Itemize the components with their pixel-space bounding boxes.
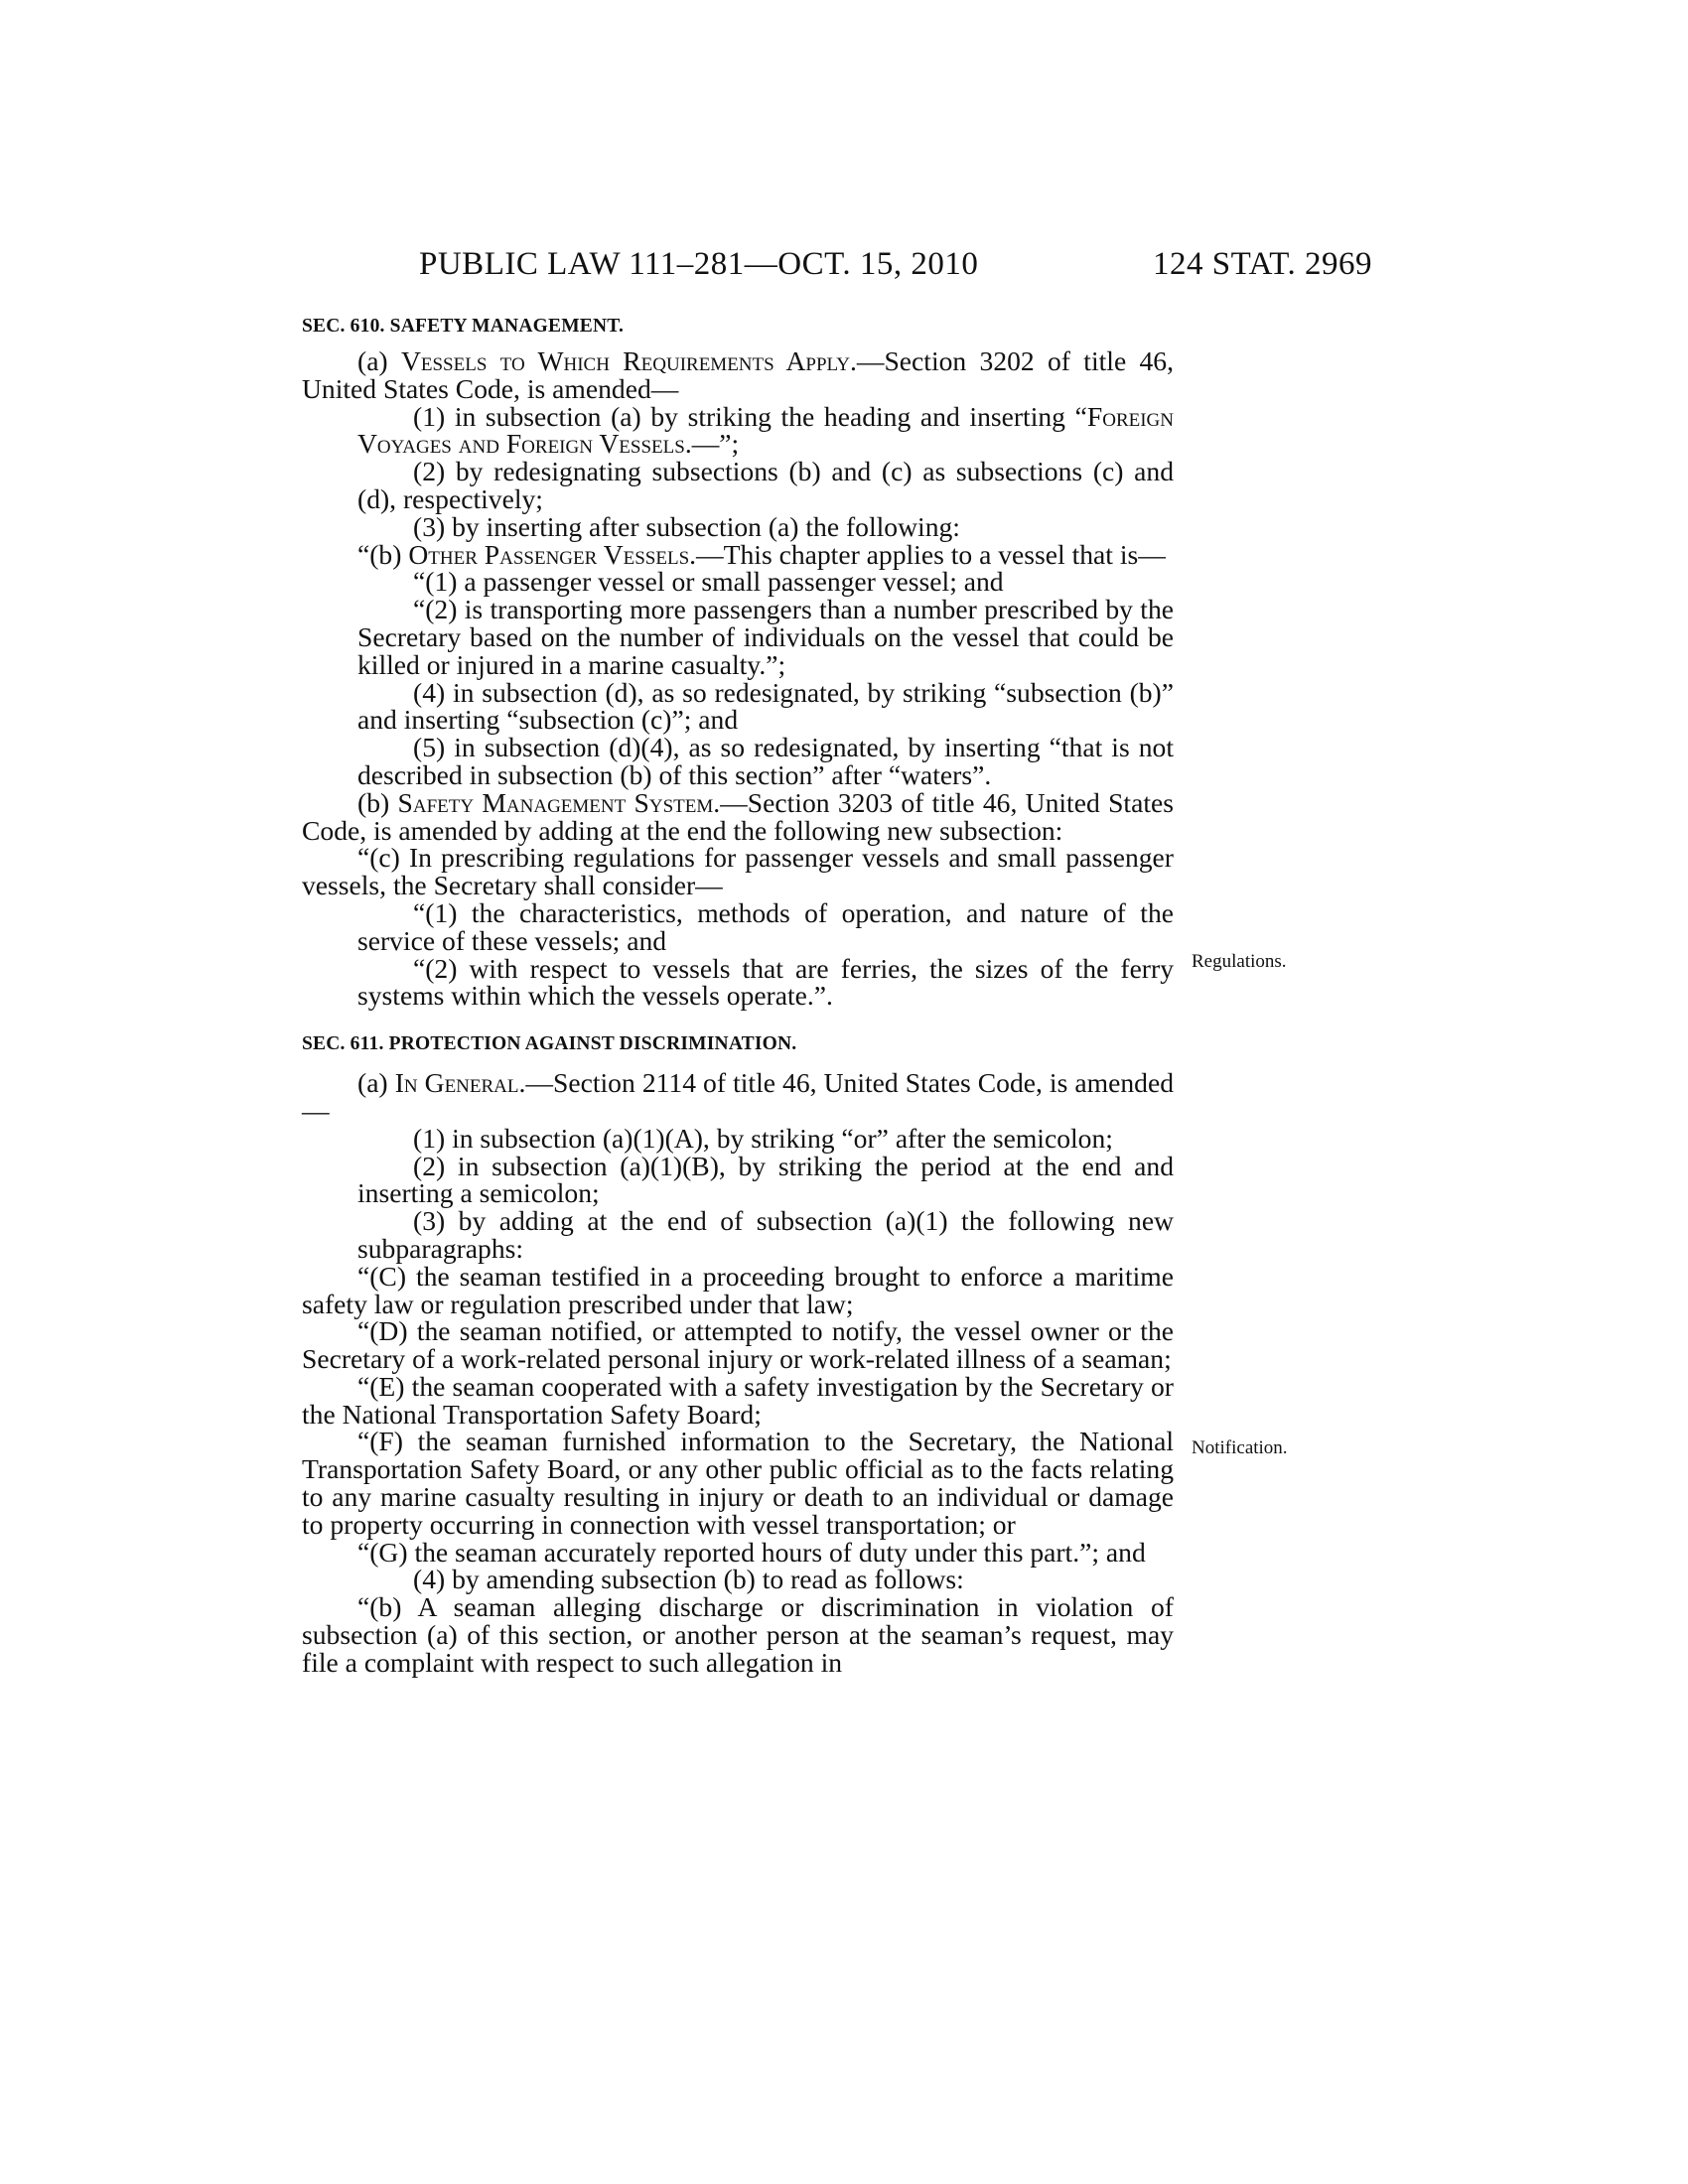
section-611-heading: SEC. 611. PROTECTION AGAINST DISCRIMINATION.	[302, 1033, 797, 1055]
sec611-para-a: (a) In General.—Section 2114 of title 46, United States Code, is amended—	[302, 1067, 1174, 1126]
sec610-inserted-c1: “(1) the characteristics, methods of operation, and nature of the service of these vessels; and	[357, 896, 1174, 956]
margin-note-notification: Notification.	[1192, 1437, 1288, 1458]
sec611-para-a4: (4) by amending subsection (b) to read as follows:	[413, 1564, 964, 1595]
sec610-para-a4: (4) in subsection (d), as so redesignated, by striking “subsection (b)” and inserting “subsection (c)”; and	[357, 676, 1174, 736]
page-header	[302, 246, 1372, 286]
sec610-a-caption: Vessels to Which Requirements Apply	[400, 345, 850, 376]
sec610-para-a1: (1) in subsection (a) by striking the heading and inserting “Foreign Voyages and Foreign Vessels.—”;	[357, 400, 1174, 460]
header-title: PUBLIC LAW 111–281—OCT. 15, 2010	[419, 246, 979, 282]
sec611-sub-C: “(C) the seaman testified in a proceeding brought to enforce a maritime safety law or regulation prescribed under that law;	[302, 1260, 1174, 1319]
body-text	[302, 316, 1174, 1677]
sec611-sub-D: “(D) the seaman notified, or attempted to notify, the vessel owner or the Secretary of a work-related personal injury or work-related illness of a seaman;	[302, 1315, 1174, 1375]
sec611-sub-F: “(F) the seaman furnished information to the Secretary, the National Transportation Safety Board, or any other public official as to the facts relating to any marine casualty resulting in injury or death to an individual or damage to property occurring in connection with vessel transportation; or	[302, 1426, 1174, 1540]
sec610-para-a5: (5) in subsection (d)(4), as so redesignated, by inserting “that is not described in subsection (b) of this section” after “waters”.	[357, 732, 1174, 790]
sec610-para-a2: (2) by redesignating subsections (b) and (c) as subsections (c) and (d), respectively;	[357, 456, 1174, 514]
sec611-para-a1: (1) in subsection (a)(1)(A), by striking “or” after the semicolon;	[413, 1122, 1113, 1154]
sec611-inserted-b: “(b) A seaman alleging discharge or discrimination in violation of subsection (a) of this section, or another person at the seaman’s request, may file a complaint with respect to such allegation in	[302, 1591, 1174, 1678]
sec610-inserted-b1: “(1) a passenger vessel or small passenger vessel; and	[413, 566, 1004, 598]
header-stat-page: 124 STAT. 2969	[1152, 246, 1372, 282]
sec610-inserted-b2: “(2) is transporting more passengers than a number prescribed by the Secretary based on the number of individuals on the vessel that could be killed or injured in a marine casualty.”;	[357, 594, 1174, 680]
section-610-heading: SEC. 610. SAFETY MANAGEMENT.	[302, 316, 625, 337]
sec610-para-b: (b) Safety Management System.—Section 3203 of title 46, United States Code, is amended by adding at the end the following new subsection:	[302, 786, 1174, 846]
sec611-sub-E: “(E) the seaman cooperated with a safety investigation by the Secretary or the National Transportation Safety Board;	[302, 1370, 1174, 1430]
sec610-inserted-c2: “(2) with respect to vessels that are ferries, the sizes of the ferry systems within which the vessels operate.”.	[357, 952, 1174, 1012]
sec611-para-a3: (3) by adding at the end of subsection (a)(1) the following new subparagraphs:	[357, 1205, 1174, 1264]
sec610-inserted-b: “(b) Other Passenger Vessels.—This chapter applies to a vessel that is—	[357, 538, 1166, 570]
margin-note-regulations: Regulations.	[1192, 951, 1287, 972]
sec610-para-a3: (3) by inserting after subsection (a) the following:	[413, 510, 960, 542]
sec610-inserted-c: “(c) In prescribing regulations for passenger vessels and small passenger vessels, the Secretary shall consider—	[302, 842, 1174, 901]
sec610-para-a: (a) Vessels to Which Requirements Apply.—Section 3202 of title 46, United States Code, is amended—	[302, 345, 1174, 404]
sec611-sub-G: “(G) the seaman accurately reported hours of duty under this part.”; and	[357, 1536, 1146, 1568]
sec611-para-a2: (2) in subsection (a)(1)(B), by striking the period at the end and inserting a semicolon;	[357, 1150, 1174, 1209]
